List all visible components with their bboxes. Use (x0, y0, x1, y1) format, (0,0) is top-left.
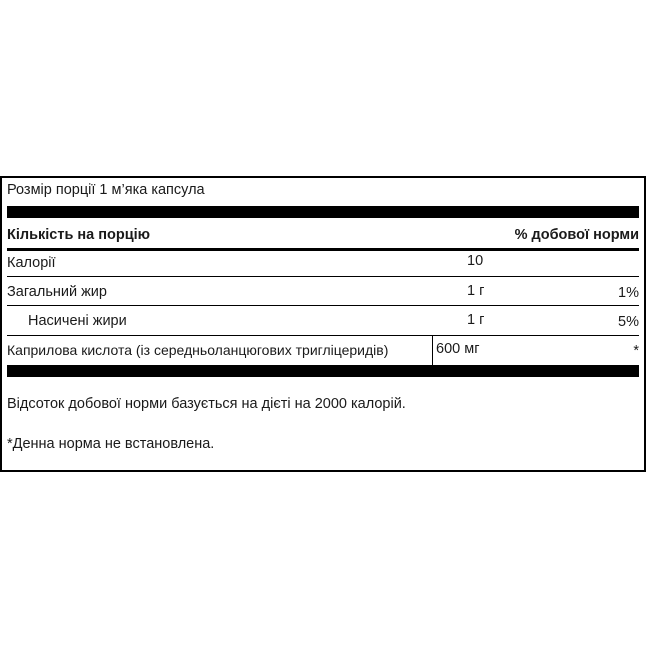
footer-bar (7, 365, 639, 377)
row-total-fat-name: Загальний жир (7, 284, 107, 300)
header-bar-top (7, 206, 639, 218)
header-bar-bottom (7, 248, 639, 251)
row-total-fat-dv: 1% (618, 285, 639, 301)
row-saturated-fat-name: Насичені жири (28, 313, 127, 329)
row-caprylic-acid-dv: * (633, 343, 639, 359)
amount-per-serving-header: Кількість на порцію (7, 227, 151, 243)
row-saturated-fat-amount: 1 г (467, 312, 485, 328)
serving-size: Розмір порції 1 м’яка капсула (7, 182, 205, 198)
footnote-daily-value-basis: Відсоток добової норми базується на дієті на 2000 калорій. (7, 396, 406, 412)
row-caprylic-acid-amount: 600 мг (436, 341, 480, 357)
footnote-not-established: *Денна норма не встановлена. (7, 436, 215, 452)
row-divider (7, 335, 639, 336)
row-total-fat-amount: 1 г (467, 283, 485, 299)
row-calories-name: Калорії (7, 255, 56, 271)
row-calories-amount: 10 (467, 253, 484, 269)
daily-value-header: % добової норми (514, 227, 639, 243)
row-divider (7, 276, 639, 277)
column-divider (432, 335, 433, 365)
row-saturated-fat-dv: 5% (618, 314, 639, 330)
row-divider (7, 305, 639, 306)
row-caprylic-acid-name: Каприлова кислота (із середньоланцюгових тригліцеридів) (7, 342, 389, 358)
supplement-facts-panel (0, 176, 646, 472)
